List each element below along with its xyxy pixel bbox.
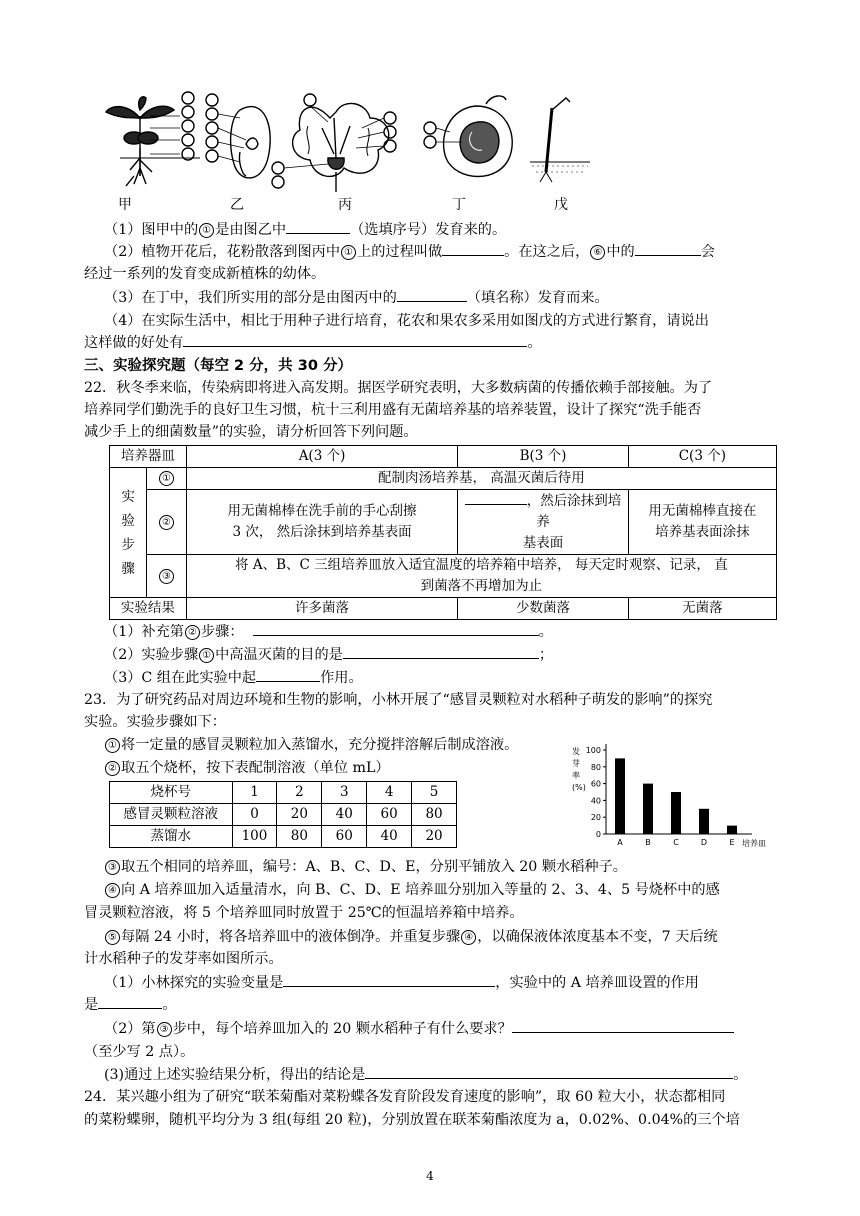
seedling-figure	[106, 92, 200, 186]
q22-part3: （3）C 组在此实验中起 作用。	[104, 667, 804, 689]
section-title: 三、实验探究题（每空 2 分，共 30 分）	[84, 358, 352, 374]
figure-label-wu: 戊	[554, 197, 568, 213]
table-row: 感冒灵颗粒溶液 0 20 40 60 80	[110, 804, 457, 826]
y-tick-label: 0	[595, 830, 601, 839]
flower-figure	[272, 94, 396, 192]
table-row: ② 用无菌棉棒在洗手前的手心刮擦 3 次， 然后涂抹到培养基表面 ，然后涂抹到培养 基表面 用无菌棉棒直接在 培养基表面涂抹	[110, 490, 777, 555]
figure-label-jia: 甲	[118, 197, 132, 213]
bar	[615, 758, 625, 834]
table-row: 烧杯号 1 2 3 4 5	[110, 782, 457, 804]
q23-step5: ⑤ 每隔 24 小时，将各培养皿中的液体倒净。并重复步骤 ④ ，以确保液体浓度基本不变，7 天后统	[104, 926, 804, 948]
y-tick-label: 40	[590, 796, 601, 806]
x-tick-label: A	[617, 838, 623, 847]
cutting-figure	[530, 98, 590, 182]
q23-stem-2: 实验。实验步骤如下：	[84, 714, 226, 730]
figure-label-ding: 丁	[452, 197, 466, 213]
peach-fruit-figure	[424, 96, 512, 177]
q21-part2-cont: 经过一系列的发育变成新植株的幼体。	[84, 266, 326, 282]
q23-step1: ① 将一定量的感冒灵颗粒加入蒸馏水，充分搅拌溶解后制成溶液。	[104, 734, 804, 756]
table-row: 实验结果 许多菌落 少数菌落 无菌落	[110, 598, 777, 620]
q23-step2: ② 取五个烧杯，按下表配制溶液（单位 mL）	[104, 757, 804, 779]
bean-seed-figure	[206, 94, 270, 178]
q23-table	[109, 781, 457, 848]
q23-step4: ④ 向 A 培养皿加入适量清水，向 B、C、D、E 培养皿分别加入等量的 2、3、4、5 号烧杯中的感	[104, 879, 804, 901]
q21-part4-cont: 这样做的好处有 。	[84, 332, 784, 354]
y-tick-label: 60	[590, 779, 601, 789]
q23-part2: （2）第 ③ 步中，每个培养皿加入的 20 颗水稻种子有什么要求？	[104, 1018, 804, 1040]
q21-part4: （4）在实际生活中，相比于用种子进行培育，花农和果农多采用如图戊的方式进行繁育，请说出	[104, 313, 709, 329]
germination-rate-chart	[566, 738, 786, 856]
bar	[671, 792, 681, 834]
q23-part1-cont: 是 。	[84, 994, 784, 1016]
table-row: ③ 将 A、B、C 三组培养皿放入适宜温度的培养箱中培养， 每天定时观察、记录， 直 到菌落不再增加为止	[110, 555, 777, 598]
x-tick-label: E	[729, 838, 735, 847]
page-number: 4	[426, 1169, 434, 1183]
y-axis-label: 芽	[572, 759, 580, 768]
q24-stem-2: 的菜粉蝶卵，随机平均分为 3 组(每组 20 粒)，分别放置在联苯菊酯浓度为 a，0.02%、0.04%的三个培	[84, 1112, 740, 1128]
q23-part3: (3)通过上述实验结果分析，得出的结论是 。	[104, 1064, 804, 1086]
q23-part2-cont: （至少写 2 点）。	[84, 1044, 195, 1060]
q22-table	[109, 445, 777, 620]
q23-stem-1: 23．为了研究药品对周边环境和生物的影响，小林开展了“感冒灵颗粒对水稻种子萌发的影响”的探究	[84, 692, 713, 708]
bar	[643, 784, 653, 834]
q24-stem-1: 24．某兴趣小组为了研究“联苯菊酯对菜粉蝶各发育阶段发育速度的影响”，取 60 粒大小，状态都相同	[84, 1089, 726, 1105]
y-tick-label: 80	[590, 762, 601, 772]
plant-figures	[100, 88, 600, 194]
figure-label-yi: 乙	[230, 197, 244, 213]
q22-part1: （1）补充第 ② 步骤： 。	[104, 621, 804, 643]
y-axis-label: (%)	[572, 783, 586, 792]
table-row: 蒸馏水 100 80 60 40 20	[110, 826, 457, 848]
x-tick-label: B	[645, 838, 651, 847]
q23-step4-cont: 冒灵颗粒溶液，将 5 个培养皿同时放置于 25℃的恒温培养箱中培养。	[84, 905, 524, 921]
q22-part2: （2）实验步骤 ① 中高温灭菌的目的是 ；	[104, 644, 804, 666]
y-tick-label: 100	[585, 746, 601, 755]
q21-part1: （1）图甲中的 ① 是由图乙中 （选填序号）发育来的。	[104, 219, 804, 241]
q22-stem-2: 培养同学们勤洗手的良好卫生习惯，杭十三利用盛有无菌培养基的培养装置，设计了探究“洗手能否	[84, 402, 702, 418]
x-tick-label: D	[700, 838, 708, 847]
x-tick-label: C	[673, 838, 679, 847]
y-axis-label: 率	[572, 771, 580, 780]
q23-part1: （1）小林探究的实验变量是 ，实验中的 A 培养皿设置的作用	[104, 972, 804, 994]
q21-part2: （2）植物开花后，花粉散落到图丙中 ① 上的过程叫做 。在这之后， ⑥ 中的 会	[104, 241, 804, 263]
q23-step5-cont: 计水稻种子的发芽率如图所示。	[84, 951, 283, 967]
table-row: 实验步骤 ① 配制肉汤培养基， 高温灭菌后待用	[110, 468, 777, 490]
bar	[699, 809, 709, 834]
q21-part3: （3）在丁中，我们所实用的部分是由图丙中的 （填名称）发育而来。	[104, 287, 804, 309]
q22-stem-3: 减少手上的细菌数量”的实验，请分析回答下列问题。	[84, 424, 418, 440]
q22-stem-1: 22．秋冬季来临，传染病即将进入高发期。据医学研究表明，大多数病菌的传播依赖手部接触。为了	[84, 380, 713, 396]
y-axis-label: 发	[572, 747, 580, 756]
x-axis-label: 培养皿	[742, 839, 766, 848]
y-tick-label: 20	[590, 813, 601, 823]
bar	[727, 826, 737, 834]
figure-label-bing: 丙	[338, 197, 352, 213]
table-row: 培养器皿 A(3 个) B(3 个) C(3 个)	[110, 446, 777, 468]
q23-step3: ③ 取五个相同的培养皿，编号：A、B、C、D、E，分别平铺放入 20 颗水稻种子。	[104, 856, 804, 878]
